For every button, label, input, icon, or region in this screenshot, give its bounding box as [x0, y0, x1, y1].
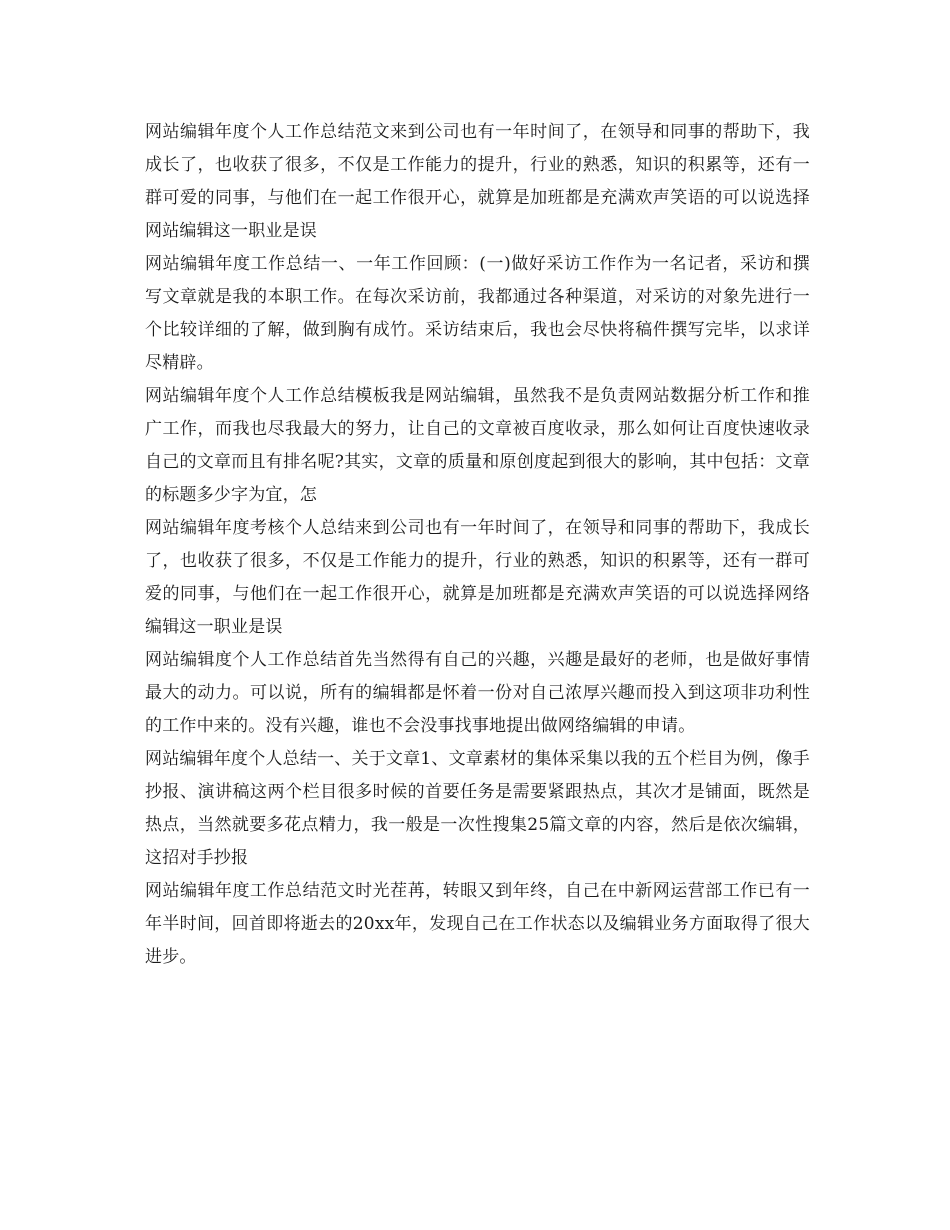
- paragraph-7: 网站编辑年度工作总结范文时光茬苒，转眼又到年终，自己在中新网运营部工作已有一年半时间，回首即将逝去的20xx年，发现自己在工作状态以及编辑业务方面取得了很大进步。: [145, 881, 810, 967]
- paragraph-5: 网站编辑度个人工作总结首先当然得有自己的兴趣，兴趣是最好的老师，也是做好事情最大的动力。可以说，所有的编辑都是怀着一份对自己浓厚兴趣而投入到这项非功利性的工作中来的。没有兴趣，谁也不会没事找事地提出做网络编辑的申请。: [145, 650, 810, 736]
- paragraph-1: 网站编辑年度个人工作总结范文来到公司也有一年时间了，在领导和同事的帮助下，我成长了，也收获了很多，不仅是工作能力的提升，行业的熟悉，知识的积累等，还有一群可爱的同事，与他们在一起工作很开心，就算是加班都是充满欢声笑语的可以说选择网站编辑这一职业是误: [145, 122, 810, 241]
- paragraph-3: 网站编辑年度个人工作总结模板我是网站编辑，虽然我不是负责网站数据分析工作和推广工作，而我也尽我最大的努力，让自己的文章被百度收录，那么如何让百度快速收录自己的文章而且有排名呢?其实，文章的质量和原创度起到很大的影响，其中包括：文章的标题多少字为宜，怎: [145, 386, 810, 505]
- document-body: [145, 116, 810, 974]
- paragraph-2: 网站编辑年度工作总结一、一年工作回顾：(一)做好采访工作作为一名记者，采访和撰写文章就是我的本职工作。在每次采访前，我都通过各种渠道，对采访的对象先进行一个比较详细的了解，做到胸有成竹。采访结束后，我也会尽快将稿件撰写完毕，以求详尽精辟。: [145, 254, 810, 373]
- paragraph-4: 网站编辑年度考核个人总结来到公司也有一年时间了，在领导和同事的帮助下，我成长了，也收获了很多，不仅是工作能力的提升，行业的熟悉，知识的积累等，还有一群可爱的同事，与他们在一起工作很开心，就算是加班都是充满欢声笑语的可以说选择网络编辑这一职业是误: [145, 518, 810, 637]
- paragraph-6: 网站编辑年度个人总结一、关于文章1、文章素材的集体采集以我的五个栏目为例，像手抄报、演讲稿这两个栏目很多时候的首要任务是需要紧跟热点，其次才是铺面，既然是热点，当然就要多花点精力，我一般是一次性搜集25篇文章的内容，然后是依次编辑，这招对手抄报: [145, 749, 810, 868]
